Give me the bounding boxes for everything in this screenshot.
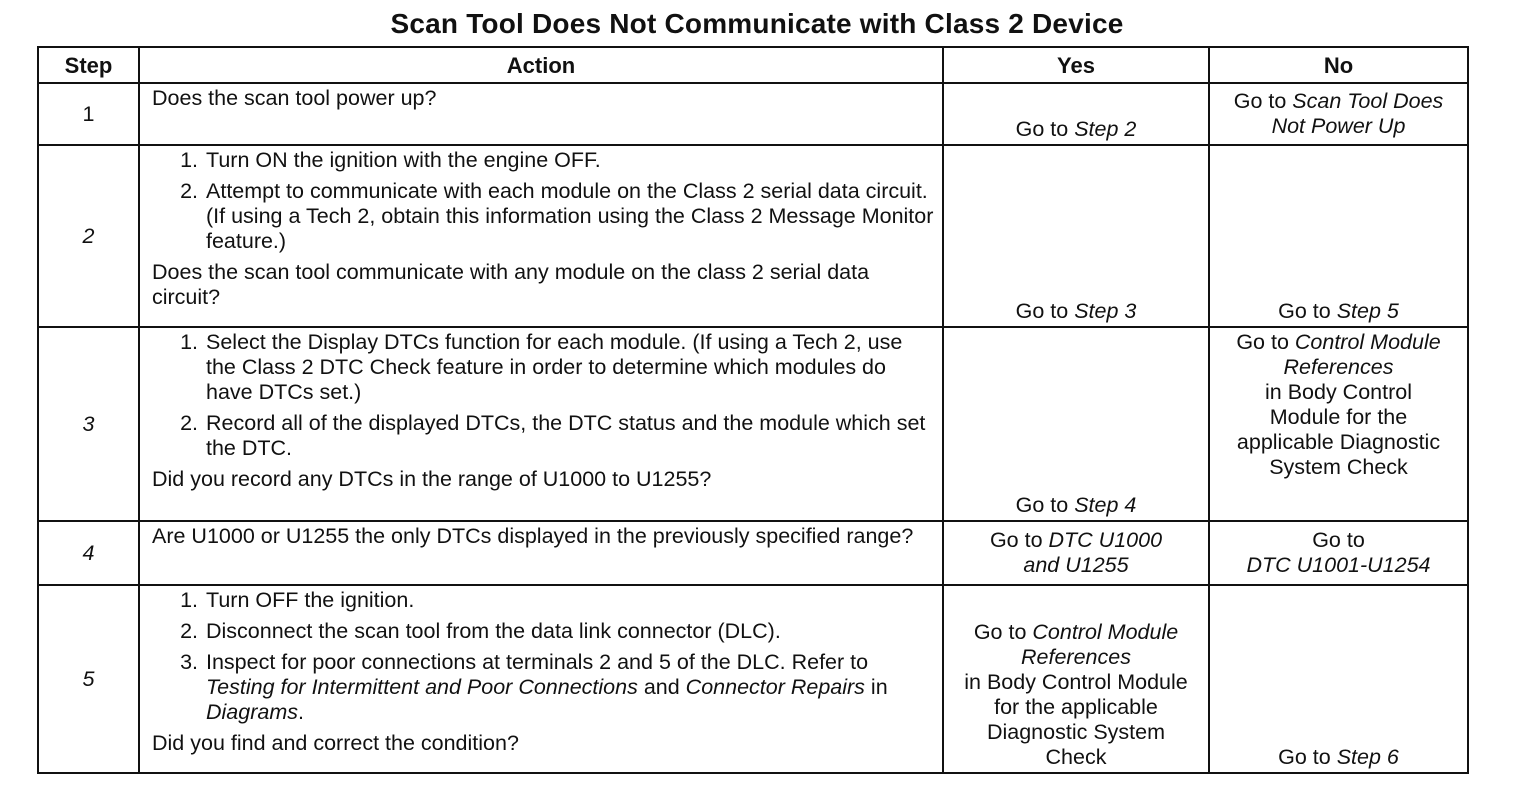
yes-suffix: in Body Control Module for the applicable Diagnostic System Check	[964, 670, 1188, 769]
yes-link[interactable]: Step 2	[1074, 117, 1137, 141]
step-number: 5	[38, 585, 139, 773]
table-row	[38, 83, 1468, 145]
yes-link[interactable]: Step 4	[1074, 493, 1137, 517]
no-cell	[1209, 145, 1468, 327]
question-text: Did you record any DTCs in the range of U1000 to U1255?	[152, 467, 712, 491]
action-cell	[139, 327, 943, 521]
yes-prefix: Go to	[1015, 117, 1075, 141]
action-cell	[139, 585, 943, 773]
yes-cell	[943, 145, 1209, 327]
procedure-step-text: Turn OFF the ignition.	[206, 588, 415, 612]
procedure-step-number: 2.	[180, 411, 198, 435]
no-prefix: Go to	[1236, 330, 1295, 354]
step-number: 2	[38, 145, 139, 327]
yes-link[interactable]: DTC U1000 and U1255	[1023, 528, 1163, 577]
procedure-step	[152, 619, 934, 644]
no-prefix: Go to	[1312, 528, 1365, 552]
reference-link[interactable]: Diagrams	[206, 700, 298, 724]
header-row	[38, 47, 1468, 83]
question-text: Are U1000 or U1255 the only DTCs displayed in the previously specified range?	[152, 524, 914, 548]
action-cell	[139, 83, 943, 145]
procedure-step-text-part: Inspect for poor connections at terminals 2 and 5 of the DLC. Refer to	[206, 650, 869, 674]
table-row	[38, 145, 1468, 327]
no-cell	[1209, 521, 1468, 585]
procedure-step-number: 1.	[180, 330, 198, 354]
header-action: Action	[139, 47, 943, 83]
procedure-list	[152, 330, 934, 461]
action-cell	[139, 145, 943, 327]
procedure-step-text	[206, 650, 934, 725]
yes-cell	[943, 83, 1209, 145]
no-cell	[1209, 327, 1468, 521]
no-link[interactable]: Scan Tool Does Not Power Up	[1271, 89, 1444, 138]
diagnostic-table	[37, 46, 1469, 774]
no-link[interactable]: Step 5	[1336, 299, 1399, 323]
yes-prefix: Go to	[1015, 299, 1075, 323]
procedure-step-text: Record all of the displayed DTCs, the DTC status and the module which set the DTC.	[206, 411, 926, 460]
table-row	[38, 327, 1468, 521]
yes-link[interactable]: Step 3	[1074, 299, 1137, 323]
yes-link[interactable]: Control Module References	[1021, 620, 1179, 669]
procedure-step-text: Select the Display DTCs function for each module. (If using a Tech 2, use the Class 2 DTC Check feature in order to determine which modules do have DTCs set.)	[206, 330, 903, 404]
procedure-step-number: 1.	[180, 588, 198, 612]
no-prefix: Go to	[1278, 745, 1337, 769]
procedure-step-number: 2.	[180, 179, 198, 203]
no-prefix: Go to	[1278, 299, 1337, 323]
no-link[interactable]: Step 6	[1336, 745, 1399, 769]
header-step: Step	[38, 47, 139, 83]
procedure-step-text-part: in	[864, 675, 888, 699]
procedure-step	[152, 650, 934, 725]
no-link[interactable]: Control Module References	[1283, 330, 1441, 379]
procedure-step-text: Attempt to communicate with each module on the Class 2 serial data circuit. (If using a Tech 2, obtain this information using the Class 2 Message Monitor feature.)	[206, 179, 934, 253]
question-text: Does the scan tool communicate with any module on the class 2 serial data circuit?	[152, 260, 870, 309]
procedure-step	[152, 330, 934, 405]
step-number: 3	[38, 327, 139, 521]
procedure-step-text: Turn ON the ignition with the engine OFF.	[206, 148, 601, 172]
yes-cell	[943, 327, 1209, 521]
yes-cell	[943, 521, 1209, 585]
procedure-step-number: 3.	[180, 650, 198, 674]
yes-prefix: Go to	[973, 620, 1033, 644]
no-cell	[1209, 585, 1468, 773]
header-no: No	[1209, 47, 1468, 83]
yes-cell	[943, 585, 1209, 773]
reference-link[interactable]: Connector Repairs	[685, 675, 865, 699]
no-link[interactable]: DTC U1001-U1254	[1246, 553, 1431, 577]
procedure-step	[152, 588, 934, 613]
procedure-step	[152, 179, 934, 254]
page-title: Scan Tool Does Not Communicate with Class 2 Device	[390, 8, 1124, 39]
reference-link[interactable]: Testing for Intermittent and Poor Connections	[206, 675, 638, 699]
header-yes: Yes	[943, 47, 1209, 83]
yes-prefix: Go to	[989, 528, 1049, 552]
procedure-step-text-part: and	[637, 675, 686, 699]
no-suffix: in Body Control Module for the applicable Diagnostic System Check	[1236, 380, 1441, 479]
procedure-step	[152, 411, 934, 461]
action-cell	[139, 521, 943, 585]
yes-prefix: Go to	[1015, 493, 1075, 517]
table-row	[38, 521, 1468, 585]
step-number: 4	[38, 521, 139, 585]
procedure-step-number: 2.	[180, 619, 198, 643]
question-text: Does the scan tool power up?	[152, 86, 437, 110]
no-cell	[1209, 83, 1468, 145]
procedure-list	[152, 148, 934, 254]
procedure-step-number: 1.	[180, 148, 198, 172]
procedure-step-text: Disconnect the scan tool from the data link connector (DLC).	[206, 619, 781, 643]
table-row	[38, 585, 1468, 773]
question-text: Did you find and correct the condition?	[152, 731, 519, 755]
procedure-list	[152, 588, 934, 725]
procedure-step-text-part: .	[298, 700, 304, 724]
no-prefix: Go to	[1233, 89, 1293, 113]
step-number: 1	[38, 83, 139, 145]
procedure-step	[152, 148, 934, 173]
